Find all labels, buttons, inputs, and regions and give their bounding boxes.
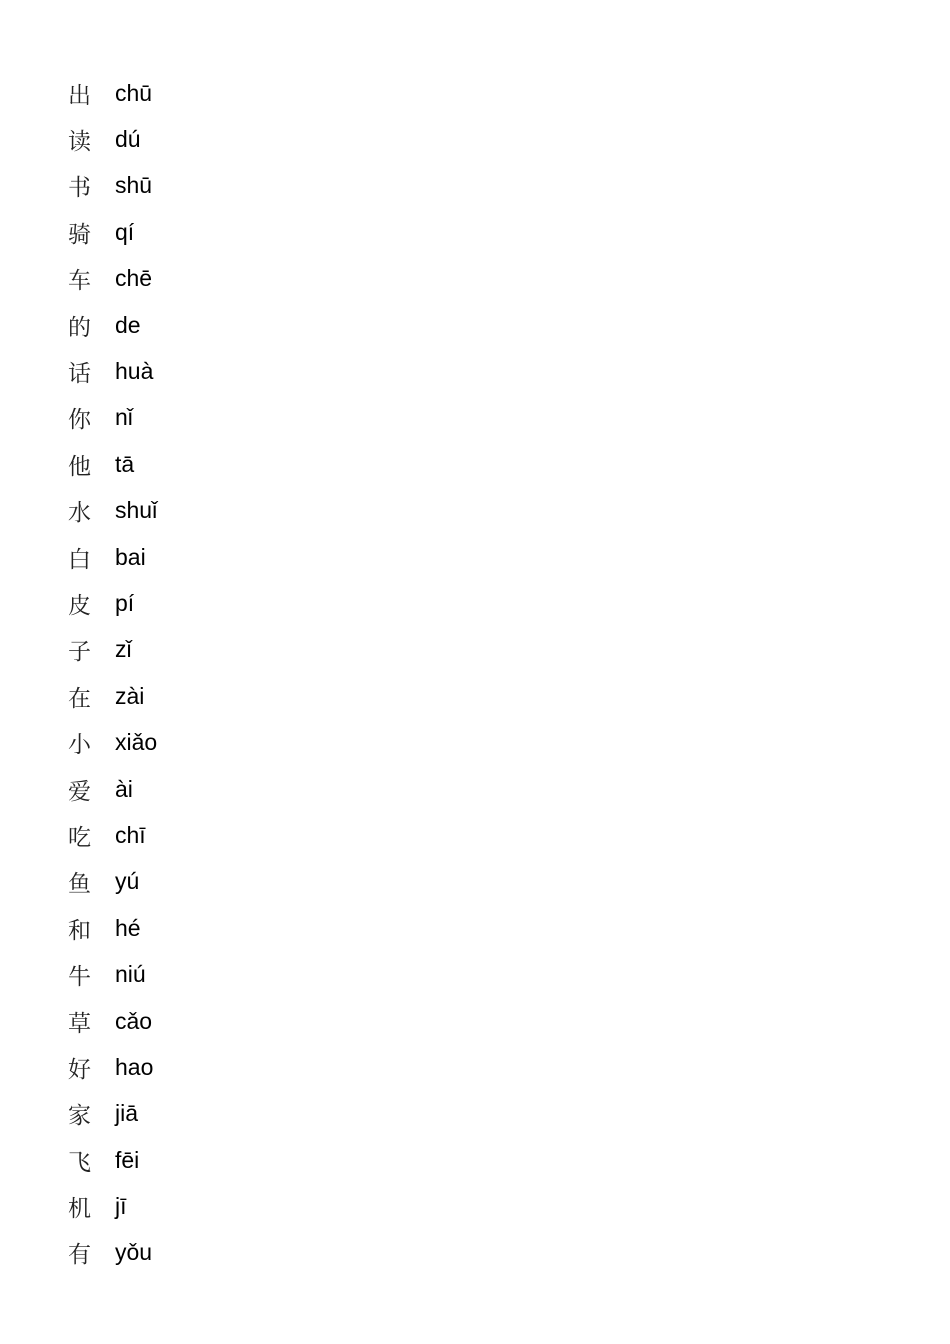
list-item xyxy=(68,1137,157,1183)
list-item xyxy=(68,951,157,997)
list-item xyxy=(68,348,157,394)
hanzi-character: 你 xyxy=(68,407,91,434)
pinyin-text: ài xyxy=(115,775,133,802)
pinyin-text: dú xyxy=(115,126,141,153)
hanzi-character: 鱼 xyxy=(68,871,91,898)
list-item xyxy=(68,766,157,812)
hanzi-character: 他 xyxy=(68,453,91,480)
list-item xyxy=(68,998,157,1044)
list-item xyxy=(68,1230,157,1276)
hanzi-character: 车 xyxy=(68,268,91,295)
pinyin-text: yǒu xyxy=(115,1239,153,1266)
list-item xyxy=(68,534,157,580)
pinyin-text: zài xyxy=(115,682,145,709)
list-item xyxy=(68,163,157,209)
list-item xyxy=(68,1183,157,1229)
hanzi-character: 白 xyxy=(68,546,91,573)
list-item xyxy=(68,627,157,673)
hanzi-character: 出 xyxy=(68,82,91,109)
hanzi-character: 读 xyxy=(68,129,91,156)
list-item xyxy=(68,116,157,162)
list-item xyxy=(68,580,157,626)
hanzi-character: 草 xyxy=(68,1010,91,1037)
pinyin-text: shū xyxy=(115,172,153,199)
pinyin-text: chē xyxy=(115,265,153,292)
hanzi-character: 好 xyxy=(68,1056,91,1083)
list-item xyxy=(68,1044,157,1090)
hanzi-character: 子 xyxy=(68,639,91,666)
pinyin-text: hao xyxy=(115,1053,154,1080)
list-item xyxy=(68,859,157,905)
hanzi-character: 牛 xyxy=(68,964,91,991)
list-item xyxy=(68,1091,157,1137)
list-item xyxy=(68,719,157,765)
pinyin-text: pí xyxy=(115,589,135,616)
pinyin-text: bai xyxy=(115,543,146,570)
list-item xyxy=(68,395,157,441)
hanzi-character: 骑 xyxy=(68,221,91,248)
hanzi-character: 皮 xyxy=(68,592,91,619)
pinyin-text: fēi xyxy=(115,1146,140,1173)
list-item xyxy=(68,302,157,348)
hanzi-character: 书 xyxy=(68,175,91,202)
pinyin-text: yú xyxy=(115,868,140,895)
pinyin-text: nǐ xyxy=(115,404,133,431)
hanzi-character: 飞 xyxy=(68,1149,91,1176)
hanzi-character: 小 xyxy=(68,732,91,759)
pinyin-text: qí xyxy=(115,218,135,245)
pinyin-text: jiā xyxy=(115,1100,139,1127)
hanzi-character: 在 xyxy=(68,685,91,712)
pinyin-text: shuǐ xyxy=(115,497,158,524)
pinyin-text: chī xyxy=(115,821,146,848)
list-item xyxy=(68,488,157,534)
pinyin-text: zǐ xyxy=(115,636,132,663)
pinyin-text: chū xyxy=(115,79,153,106)
hanzi-character: 机 xyxy=(68,1196,91,1223)
hanzi-character: 家 xyxy=(68,1103,91,1130)
list-item xyxy=(68,70,157,116)
list-item xyxy=(68,256,157,302)
list-item xyxy=(68,812,157,858)
list-item xyxy=(68,441,157,487)
vocabulary-list xyxy=(68,70,157,1276)
pinyin-text: tā xyxy=(115,450,135,477)
hanzi-character: 吃 xyxy=(68,824,91,851)
hanzi-character: 的 xyxy=(68,314,91,341)
list-item xyxy=(68,673,157,719)
pinyin-text: huà xyxy=(115,358,154,385)
pinyin-text: niú xyxy=(115,961,146,988)
list-item xyxy=(68,905,157,951)
pinyin-text: jī xyxy=(115,1193,127,1220)
list-item xyxy=(68,209,157,255)
hanzi-character: 有 xyxy=(68,1242,91,1269)
pinyin-text: xiǎo xyxy=(115,729,158,756)
hanzi-character: 爱 xyxy=(68,778,91,805)
hanzi-character: 话 xyxy=(68,361,91,388)
hanzi-character: 水 xyxy=(68,500,91,527)
pinyin-text: de xyxy=(115,311,141,338)
pinyin-text: cǎo xyxy=(115,1007,153,1034)
hanzi-character: 和 xyxy=(68,917,91,944)
pinyin-text: hé xyxy=(115,914,141,941)
